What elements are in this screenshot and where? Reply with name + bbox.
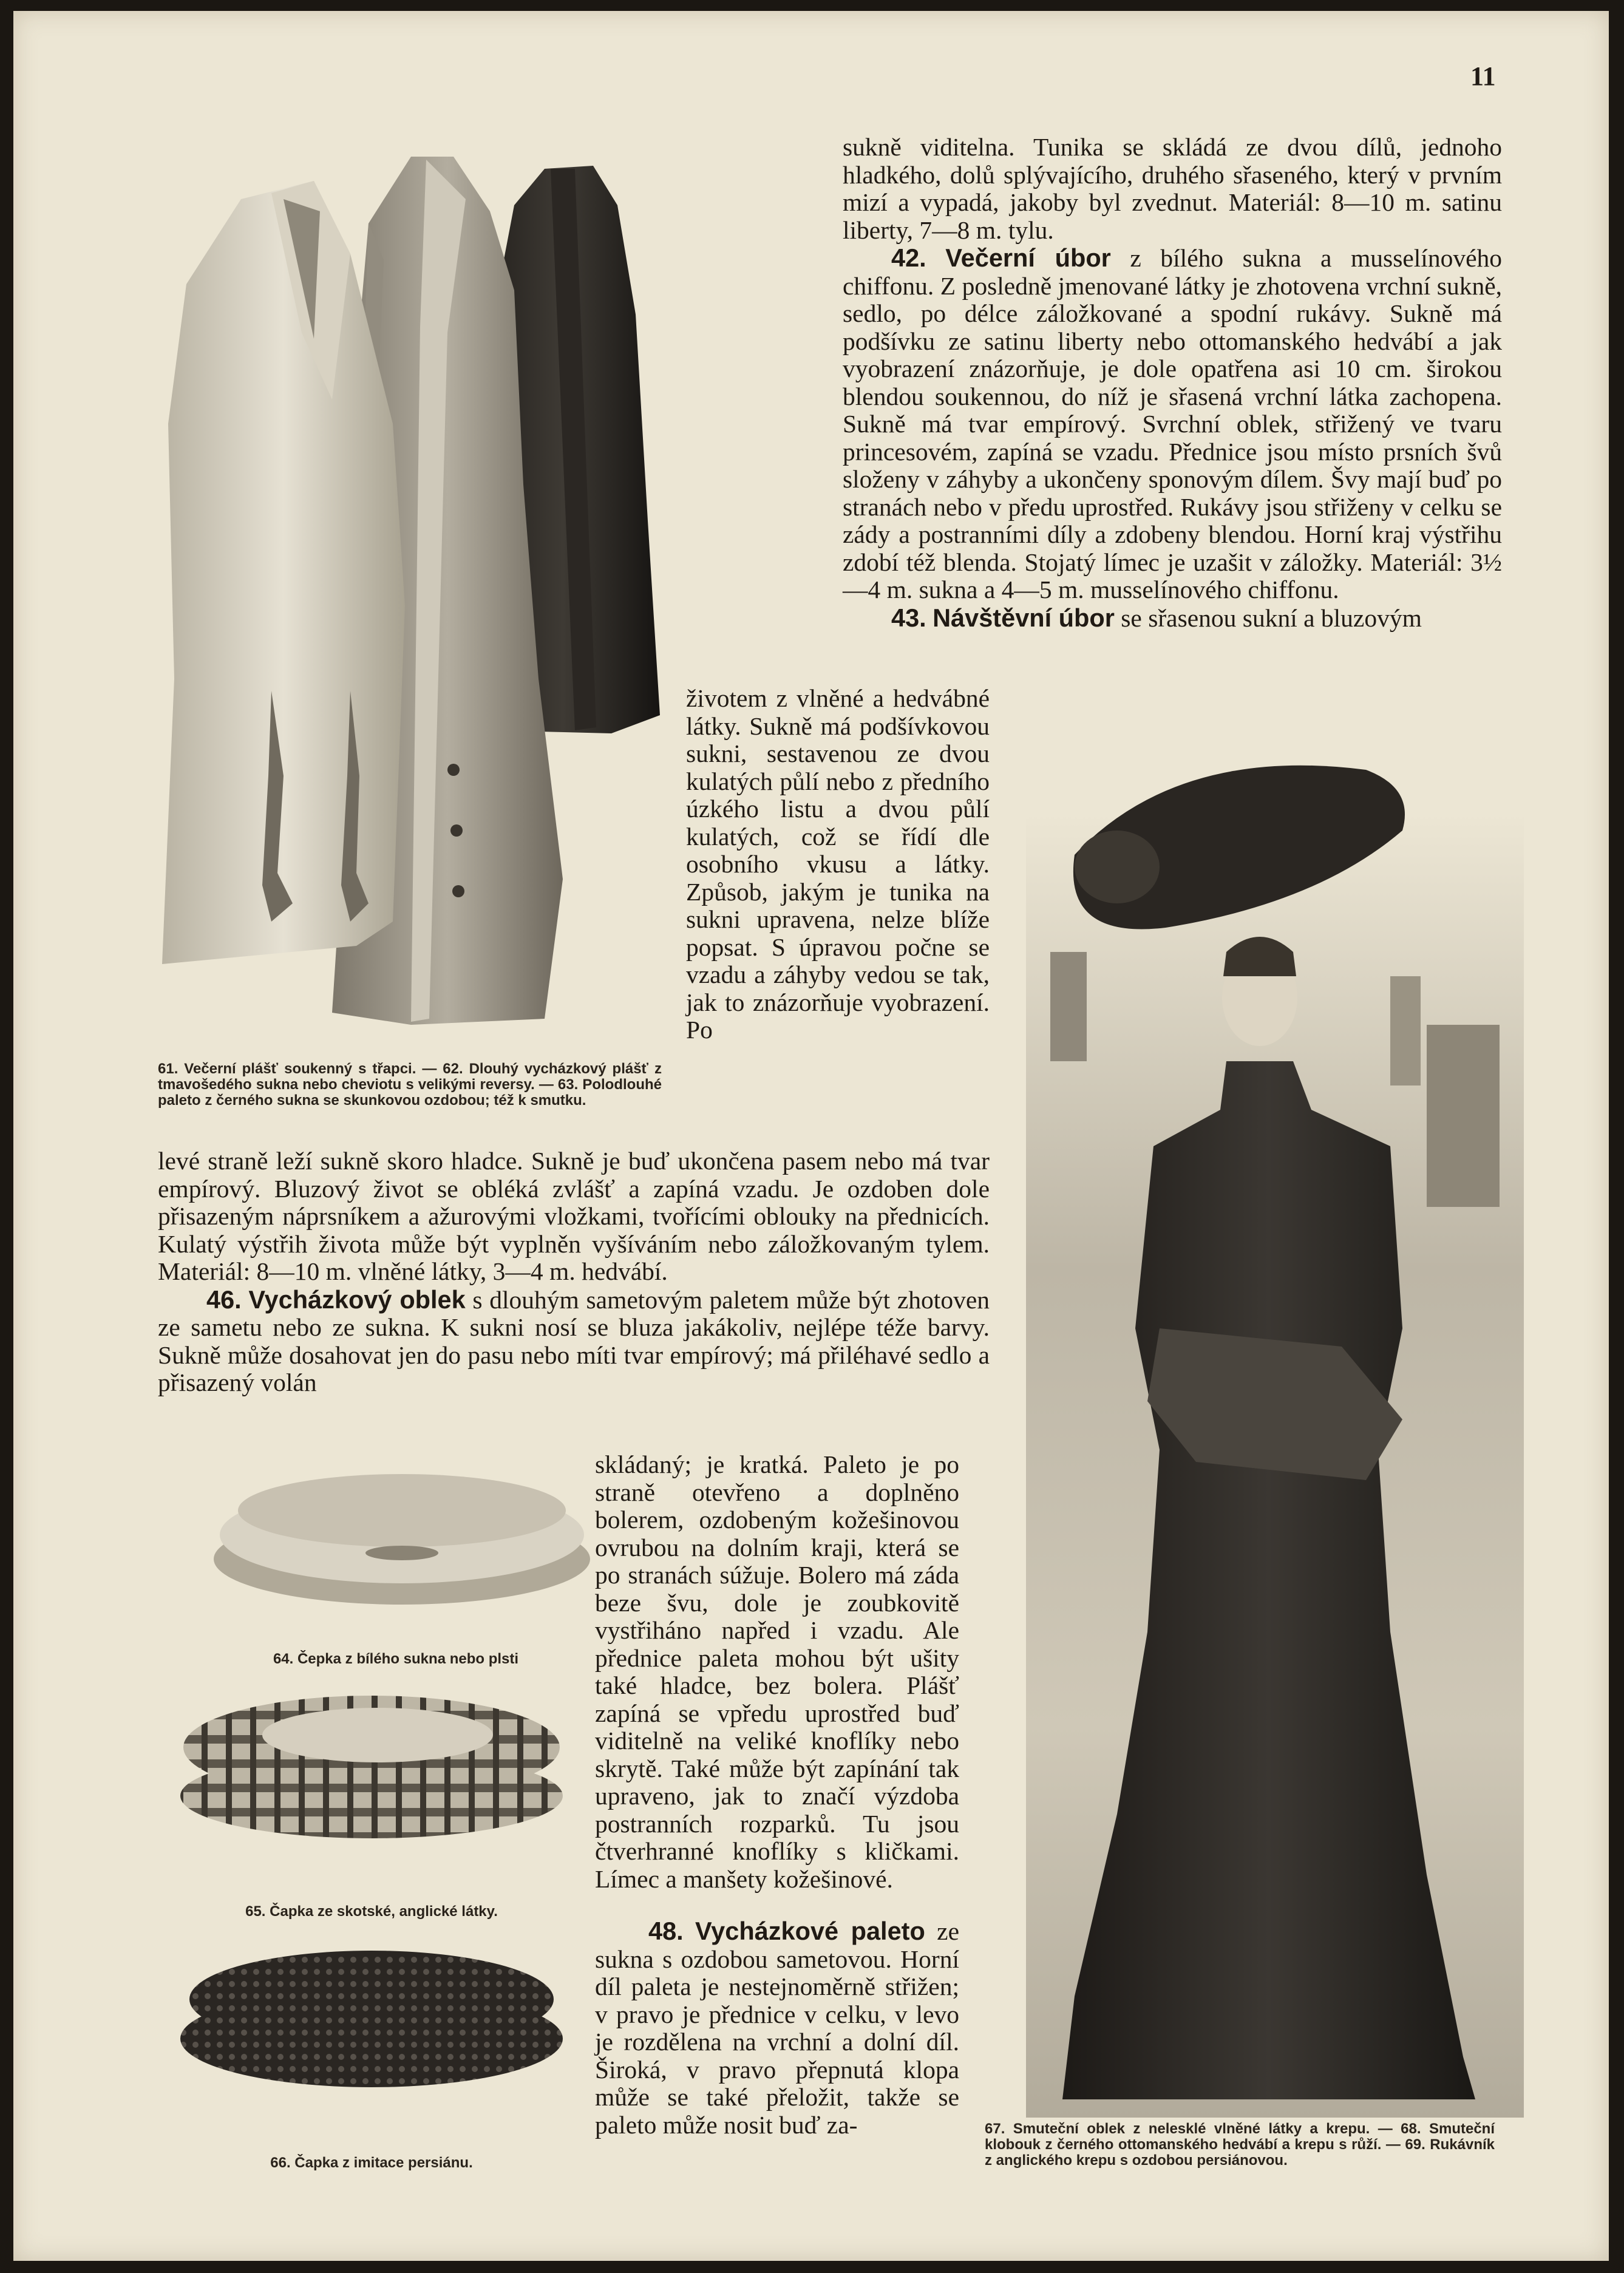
- section-42-text: z bílého sukna a musselínového chiffonu. Z posledně jmenované látky je zhotovena vrchní sukně, sedlo, po délce záložkované a spodní rukávy. Sukně má podšívku ze satinu liberty nebo ottomanského hedvábí a jak vyobrazení znázorňuje, je dole opatřena asi 10 cm. širokou blendou soukennou, do níž je sřasená vrchní látka zachopena. Sukně má tvar empírový. Svrchní oblek, střižený ve tvaru princesovém, zapíná se vzadu. Přednice jsou místo prsních švů složeny v záhyby a ukončeny sponovým dílem. Švy mají buď po stranách nebo v předu uprostřed. Rukávy jsou střiženy v celku se zády a postranními díly a zdobeny blendou. Horní kraj výstřihu zdobí též blenda. Stojatý límec je uzašit v záložky. Materiál: 3½—4 m. sukna a 4—5 m. musselínového chiffonu.: [843, 244, 1502, 603]
- magazine-page: [13, 11, 1609, 2261]
- caption-cap-65: 65. Čapka ze skotské, anglické látky.: [245, 1903, 498, 1920]
- illustration-cap-66: [177, 1942, 566, 2093]
- section-43-wide: levé straně leží sukně skoro hladce. Sukně je buď ukončena pasem nebo má tvar empírový. Bluzový život se obléká zvlášť a zapíná vzadu. Je ozdoben dole přisazeným náprsníkem a ažurovými vložkami, tvořícími oblouky na přednicích. Kulatý výstřih života může být vyplněn vyšíváním nebo záložkovaným tylem. Materiál: 8—10 m. vlněné látky, 3—4 m. hedvábí.: [158, 1147, 990, 1285]
- section-46-title: Vycházkový oblek: [248, 1285, 466, 1314]
- section-48: [595, 1917, 959, 2139]
- caption-coats: 61. Večerní plášť soukenný s třapci. — 62. Dlouhý vycházkový plášť z tmavošedého sukna nebo cheviotu s velikými reversy. — 63. Polodlouhé paleto z černého sukna se skunkovou ozdobou; též k smutku.: [158, 1061, 662, 1109]
- section-48-text: ze sukna s ozdobou sametovou. Horní díl paleta je nestejnoměrně střižen; v pravo je přednice v celku, v levo je rozdělena na vrchní a dolní díl. Široká, v pravo přepnutá klopa může se také přeložit, takže se paleto může nosit buď za-: [595, 1917, 960, 2139]
- section-46-number: 46.: [206, 1285, 242, 1314]
- section-42: [843, 244, 1502, 604]
- section-48-title: Vycházkové paleto: [695, 1917, 925, 1945]
- caption-cap-66: 66. Čapka z imitace persiánu.: [270, 2155, 473, 2171]
- illustration-coats: [150, 132, 684, 1031]
- section-42-number: 42.: [891, 243, 926, 272]
- text-right-column: [843, 134, 1502, 632]
- caption-cap-64: 64. Čepka z bílého sukna nebo plsti: [273, 1651, 519, 1667]
- text-wide-block: [158, 1147, 990, 1397]
- section-48-number: 48.: [648, 1917, 684, 1945]
- section-43-title: Návštěvní úbor: [933, 603, 1115, 632]
- page-number: 11: [1470, 61, 1496, 91]
- caption-mourning-dress: 67. Smuteční oblek z nelesklé vlněné látky a krepu. — 68. Smuteční klobouk z černého ottomanského hedvábí a krepu s růží. — 69. Rukávník z anglického krepu s ozdobou persiánovou.: [985, 2121, 1495, 2169]
- text-section-43-narrow: životem z vlněné a hedvábné látky. Sukně má podšívkovou sukni, sestavenou ze dvou kulatých půlí nebo z předního úzkého listu a dvou půlí kulatých, což se řídí dle osobního vkusu a látky. Způsob, jakým je tunika na sukni upravena, nelze blíže popsat. S úpravou počne se vzadu a záhyby vedou se tak, jak to znázorňuje vyobrazení. Po: [686, 684, 990, 1044]
- paragraph-continued: sukně viditelna. Tunika se skládá ze dvou dílů, jednoho hladkého, dolů splývajícího, druhého sřaseného, který v prvním mizí a vypadá, jakoby byl zvednut. Materiál: 8—10 m. satinu liberty, 7—8 m. tylu.: [843, 133, 1502, 244]
- section-43-text: se sřasenou sukní a bluzovým: [1121, 603, 1422, 632]
- illustration-cap-64: [208, 1462, 596, 1614]
- text-section-46-narrow: skládaný; je kratká. Paleto je po straně otevřeno a doplněno bolerem, ozdobeným kožešinovou ovrubou na dolním kraji, která se po stranách súžuje. Bolero má záda beze švu, dole je zoubkovitě vystřiháno napřed i vzadu. Ale přednice paleta mohou být ušity také hladce, bez bolera. Plášť zapíná se vpředu uprostřed buď viditelně na veliké knoflíky nebo skrytě. Také může být zapínání tak upraveno, jak to značí výzdoba postranních rozparků. Tu jsou čtverhranné knoflíky s kličkami. Límec a manšety kožešinové.: [595, 1450, 959, 1893]
- illustration-mourning-dress: [1026, 721, 1524, 2118]
- section-46: [158, 1286, 990, 1397]
- section-46-text: s dlouhým sametovým paletem může být zhotoven ze sametu nebo ze sukna. K sukni nosí se bluza jakákoliv, nejlépe téže barvy. Sukně může dosahovat jen do pasu nebo míti tvar empírový; má přiléhavé sedlo a přisazený volán: [158, 1285, 990, 1396]
- section-42-title: Večerní úbor: [945, 243, 1111, 272]
- illustration-cap-65: [177, 1687, 566, 1844]
- section-43-number: 43.: [891, 603, 926, 632]
- section-43-heading-line: [843, 604, 1502, 633]
